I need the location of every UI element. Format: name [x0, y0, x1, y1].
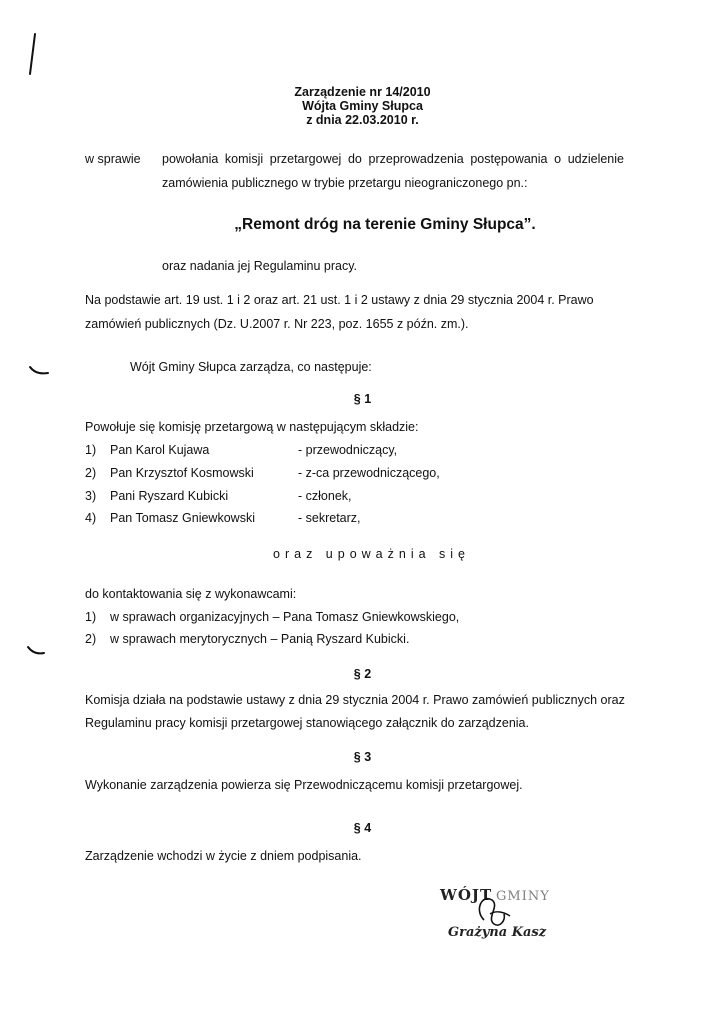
section-3-heading: § 3 — [353, 750, 372, 764]
decree-number: Zarządzenie nr 14/2010 — [294, 85, 431, 99]
section-3-text: Wykonanie zarządzenia powierza się Przewodniczącemu komisji przetargowej. — [85, 778, 523, 792]
decree-intro: Wójt Gminy Słupca zarządza, co następuje: — [130, 360, 372, 374]
section-2-line-2: Regulaminu pracy komisji przetargowej stanowiącego załącznik do zarządzenia. — [85, 716, 529, 730]
section-2-line-1: Komisja działa na podstawie ustawy z dnia 29 stycznia 2004 r. Prawo zamówień publicznych oraz — [85, 693, 625, 707]
section-4-text: Zarządzenie wchodzi w życie z dniem podpisania. — [85, 849, 362, 863]
authorization-line: oraz upoważnia się — [273, 547, 471, 561]
member-name: Pan Tomasz Gniewkowski — [110, 511, 255, 525]
member-number: 2) — [85, 466, 97, 480]
member-role: - przewodniczący, — [298, 443, 398, 457]
member-number: 1) — [85, 443, 97, 457]
contact-intro: do kontaktowania się z wykonawcami: — [85, 587, 297, 601]
member-name: Pani Ryszard Kubicki — [110, 489, 229, 503]
member-role: - z-ca przewodniczącego, — [298, 466, 440, 480]
subject-label: w sprawie — [85, 152, 141, 166]
section-4-heading: § 4 — [353, 821, 372, 835]
committee-intro: Powołuje się komisję przetargową w następującym składzie: — [85, 420, 419, 434]
member-name: Pan Krzysztof Kosmowski — [110, 466, 254, 480]
contact-text: w sprawach organizacyjnych – Pana Tomasz Gniewkowskiego, — [110, 610, 460, 624]
section-1-heading: § 1 — [353, 392, 372, 406]
contact-number: 1) — [85, 610, 97, 624]
decree-issuer: Wójta Gminy Słupca — [302, 99, 423, 113]
subject-line-2: zamówienia publicznego w trybie przetargu nieograniczonego pn.: — [162, 176, 528, 190]
member-number: 3) — [85, 489, 97, 503]
legal-basis-line-2: zamówień publicznych (Dz. U.2007 r. Nr 223, poz. 1655 z późn. zm.). — [85, 317, 469, 331]
member-role: - członek, — [298, 489, 352, 503]
member-number: 4) — [85, 511, 97, 525]
member-name: Pan Karol Kujawa — [110, 443, 210, 457]
decree-date: z dnia 22.03.2010 r. — [306, 113, 419, 127]
member-role: - sekretarz, — [298, 511, 361, 525]
section-2-heading: § 2 — [353, 667, 372, 681]
subject-tail: oraz nadania jej Regulaminu pracy. — [162, 259, 358, 273]
margin-curve-mark-1 — [28, 364, 50, 378]
margin-slash-mark — [25, 32, 39, 76]
margin-curve-mark-2 — [26, 644, 46, 658]
wojt-signature-stamp — [434, 880, 574, 944]
tender-title: „Remont dróg na terenie Gminy Słupca”. — [234, 216, 536, 233]
contact-text: w sprawach merytorycznych – Panią Ryszard Kubicki. — [110, 632, 410, 646]
subject-line-1: powołania komisji przetargowej do przeprowadzenia postępowania o udzielenie — [162, 152, 624, 166]
contact-number: 2) — [85, 632, 97, 646]
legal-basis-line-1: Na podstawie art. 19 ust. 1 i 2 oraz art. 21 ust. 1 i 2 ustawy z dnia 29 stycznia 2004 r. Prawo — [85, 293, 594, 307]
svg-text:WÓJT: WÓJT — [440, 886, 493, 904]
svg-text:GMINY: GMINY — [496, 889, 550, 904]
svg-text:Grażyna Kasz: Grażyna Kasz — [448, 925, 547, 940]
